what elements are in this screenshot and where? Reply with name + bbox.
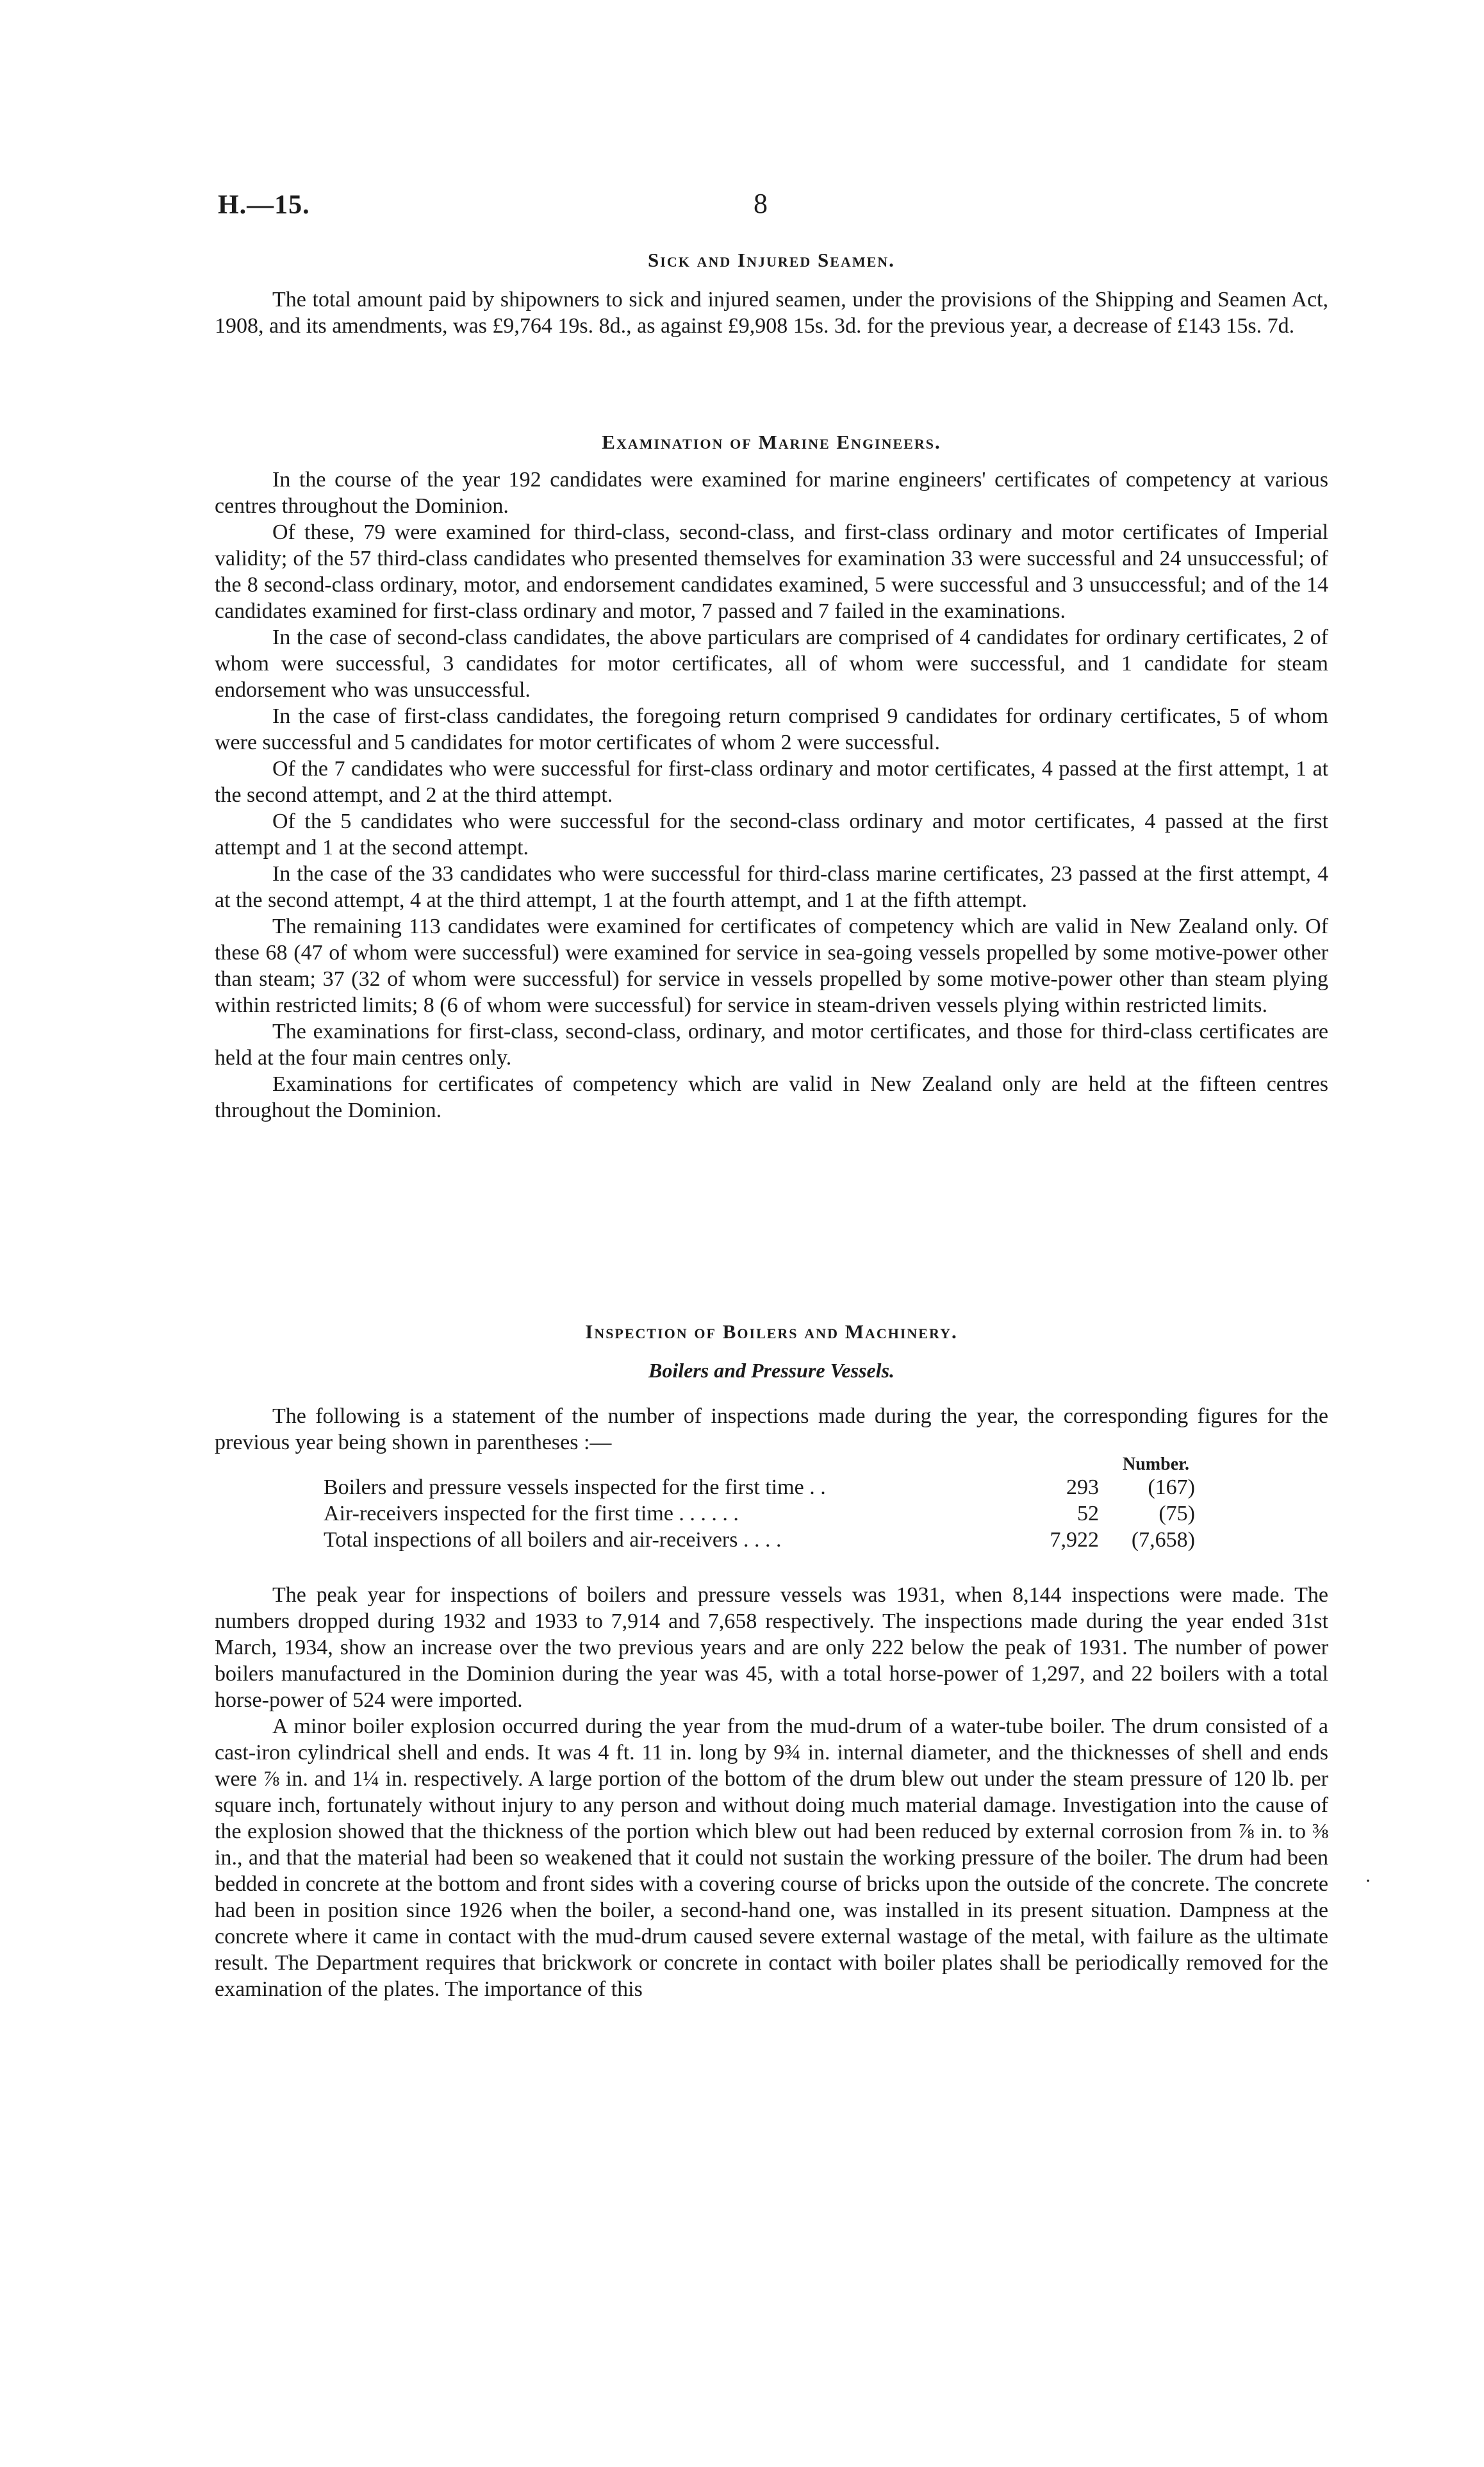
row-value: 7,922 [1050,1528,1099,1552]
paragraph: Of the 5 candidates who were successful for the second-class ordinary and motor certificates, 4 passed at the first attempt and 1 at the second attempt. [215,810,1328,860]
statement-row [324,1500,1285,1527]
paragraph: In the course of the year 192 candidates were examined for marine engineers' certificates of competency at various centres throughout the Dominion. [215,468,1328,518]
section-subheading: Boilers and Pressure Vessels. [648,1359,895,1382]
section-boilers-body [215,1582,1328,2002]
paragraph: The peak year for inspections of boilers and pressure vessels was 1931, when 8,144 inspections were made. The numbers dropped during 1932 and 1933 to 7,914 and 7,658 respectively. The inspections made during the year ended 31st March, 1934, show an increase over the two previous years and are only 222 below the peak of 1931. The number of power boilers manufactured in the Dominion during the year was 45, with a total horse-power of 1,297, and 22 boilers with a total horse-power of 524 were imported. [215,1583,1328,1712]
section-heading: Examination of Marine Engineers. [602,431,941,453]
section-boilers-subheading [215,1359,1328,1383]
row-previous: (7,658) [1131,1528,1195,1552]
section-heading: Inspection of Boilers and Machinery. [585,1320,958,1343]
row-previous: (167) [1148,1475,1195,1499]
statement-row [324,1527,1285,1553]
section-sick-seamen-body [215,287,1328,339]
section-marine-engineers [215,431,1328,454]
paragraph: Of these, 79 were examined for third-class, second-class, and first-class ordinary and motor certificates of Imperial validity; of the 57 third-class candidates who presented themselves for examination 33 were successful and 24 unsuccessful; of the 8 second-class ordinary, motor, and endorsement candidates examined, 5 were successful and 3 unsuccessful; and of the 14 candidates examined for first-class ordinary and motor, 7 passed and 7 failed in the examinations. [215,520,1328,623]
statement-intro [215,1403,1328,1456]
statement-row [324,1474,1285,1500]
paragraph: The following is a statement of the number of inspections made during the year, the corresponding figures for the previous year being shown in parentheses :— [215,1404,1328,1454]
inspection-statement [324,1474,1285,1553]
row-value: 293 [1066,1475,1099,1499]
paragraph: In the case of second-class candidates, the above particulars are comprised of 4 candidates for ordinary certificates, 2 of whom were successful, 3 candidates for motor certificates, all of whom were successful, and 1 candidate for steam endorsement who was unsuccessful. [215,626,1328,702]
row-label: Air-receivers inspected for the first time . . . . . . [324,1502,739,1525]
row-previous: (75) [1158,1502,1195,1525]
page-number: 8 [754,188,768,219]
margin-mark: · [1365,1870,1371,1891]
row-label: Boilers and pressure vessels inspected for the first time . . [324,1475,826,1499]
row-label: Total inspections of all boilers and air-receivers . . . . [324,1528,782,1552]
report-reference: H.—15. [218,190,310,220]
paragraph: The remaining 113 candidates were examined for certificates of competency which are valid in New Zealand only. Of these 68 (47 of whom were successful) were examined for service in sea-going vessels propelled by some motive-power other than steam; 37 (32 of whom were successful) for service in vessels propelled by some motive-power other than steam plying within restricted limits; 8 (6 of whom were successful) for service in steam-driven vessels plying within restricted limits. [215,915,1328,1017]
section-boilers [215,1320,1328,1343]
paragraph: In the case of the 33 candidates who were successful for third-class marine certificates, 23 passed at the first attempt, 4 at the second attempt, 4 at the third attempt, 1 at the fourth attempt, and 1 at the fifth attempt. [215,862,1328,912]
paragraph: In the case of first-class candidates, the foregoing return comprised 9 candidates for ordinary certificates, 5 of whom were successful and 5 candidates for motor certificates of whom 2 were successful. [215,704,1328,754]
section-sick-seamen [215,249,1328,272]
row-value: 52 [1077,1502,1099,1525]
paragraph: Examinations for certificates of competency which are valid in New Zealand only are held at the fifteen centres throughout the Dominion. [215,1072,1328,1122]
paragraph: The examinations for first-class, second-class, ordinary, and motor certificates, and those for third-class certificates are held at the four main centres only. [215,1020,1328,1070]
number-column-header: Number. [1123,1454,1189,1474]
paragraph: Of the 7 candidates who were successful for first-class ordinary and motor certificates, 4 passed at the first attempt, 1 at the second attempt, and 2 at the third attempt. [215,757,1328,807]
section-marine-engineers-body [215,467,1328,1124]
section-heading: Sick and Injured Seamen. [648,249,895,271]
paragraph: The total amount paid by shipowners to sick and injured seamen, under the provisions of the Shipping and Seamen Act, 1908, and its amendments, was £9,764 19s. 8d., as against £9,908 15s. 3d. for the previous year, a decrease of £143 15s. 7d. [215,288,1328,338]
paragraph: A minor boiler explosion occurred during the year from the mud-drum of a water-tube boiler. The drum consisted of a cast-iron cylindrical shell and ends. It was 4 ft. 11 in. long by 9¾ in. internal diameter, and the thicknesses of shell and ends were ⅞ in. and 1¼ in. respectively. A large portion of the bottom of the drum blew out under the steam pressure of 120 lb. per square inch, fortunately without injury to any person and without doing much material damage. Investigation into the cause of the explosion showed that the thickness of the portion which blew out had been reduced by external corrosion from ⅞ in. to ⅜ in., and that the material had been so weakened that it could not sustain the working pressure of the boiler. The drum had been bedded in concrete at the bottom and front sides with a covering course of bricks upon the outside of the concrete. The concrete had been in position since 1926 when the boiler, a second-hand one, was installed in its present situation. Dampness at the concrete where it came in contact with the mud-drum caused severe external wastage of the metal, with failure as the ultimate result. The Department requires that brickwork or concrete in contact with boiler plates shall be periodically removed for the examination of the plates. The importance of this [215,1715,1328,2001]
